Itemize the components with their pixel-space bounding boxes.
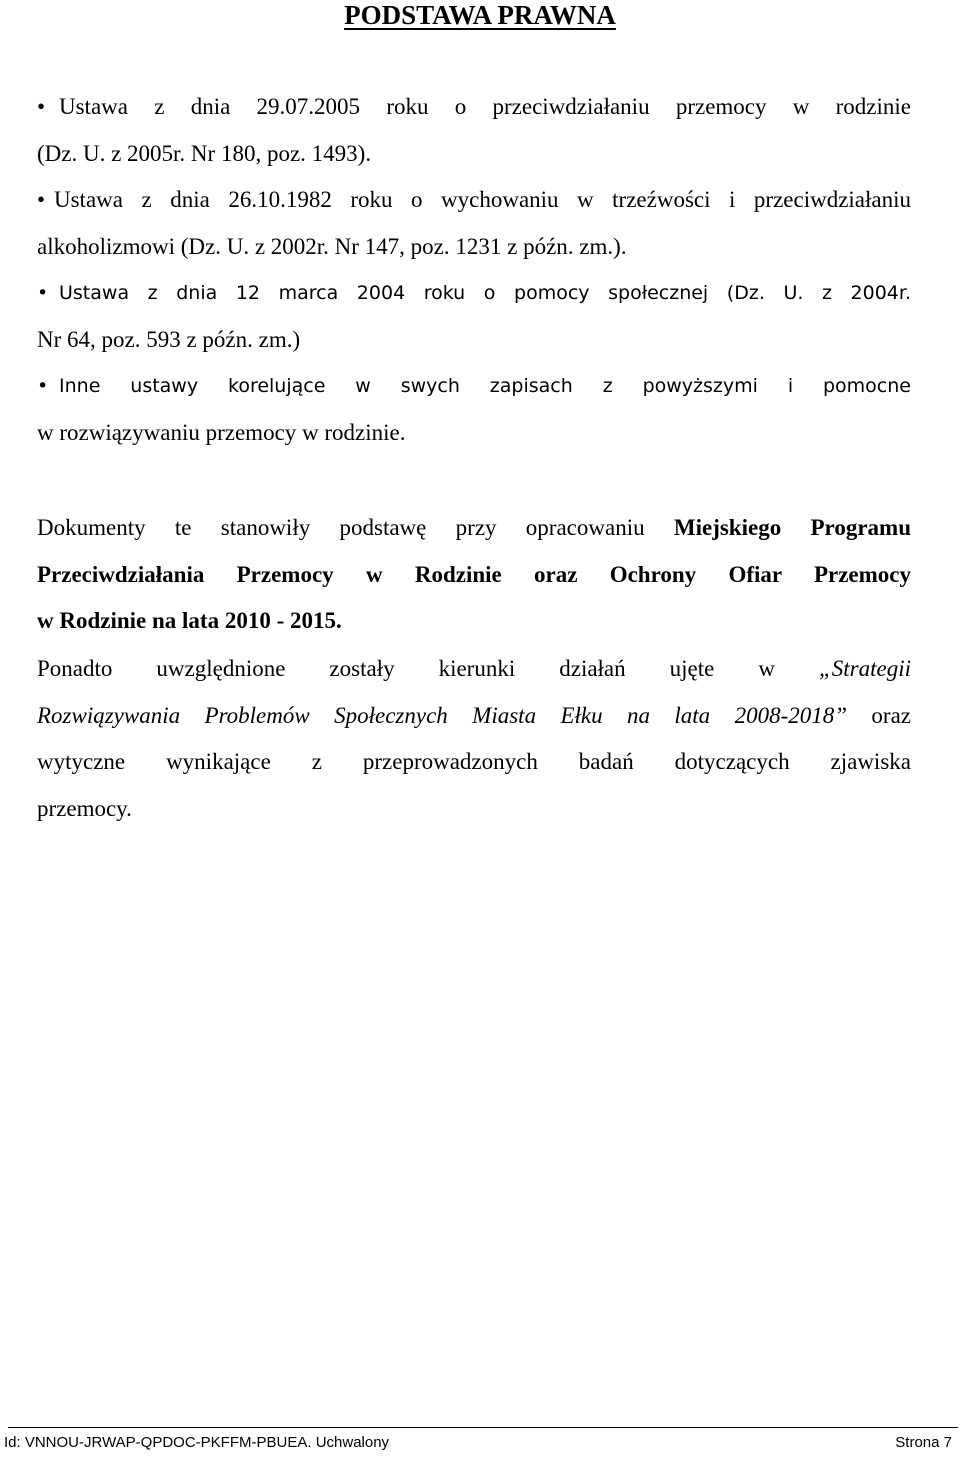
strategy-title-part-1: „Strategii <box>818 656 911 681</box>
legal-basis-item-3-line-1: Ustawa z dnia 12 marca 2004 roku o pomocy społecznej (Dz. U. z 2004r. <box>59 282 911 304</box>
legal-basis-item-2-line-1: Ustawa z dnia 26.10.1982 roku o wychowaniu w trzeźwości i przeciwdziałaniu <box>54 187 911 212</box>
footer-page-number: Strona 7 <box>895 1434 952 1451</box>
paragraph-1-text: Dokumenty te stanowiły podstawę przy opracowaniu <box>37 515 674 540</box>
bullet-icon: • <box>37 94 46 119</box>
footer-divider <box>8 1427 958 1428</box>
legal-basis-item-4 <box>37 363 911 456</box>
paragraph-2-line-3: wytyczne wynikające z przeprowadzonych badań dotyczących zjawiska <box>37 749 911 774</box>
legal-basis-item-1-line-1: Ustawa z dnia 29.07.2005 roku o przeciwdziałaniu przemocy w rodzinie <box>59 94 911 119</box>
legal-basis-item-4-line-1: Inne ustawy korelujące w swych zapisach z powyższymi i pomocne <box>59 375 911 397</box>
strategy-title-part-2: Rozwiązywania Problemów Społecznych Miasta Ełku na lata 2008-2018” <box>37 702 848 728</box>
legal-basis-item-2 <box>37 177 911 270</box>
legal-basis-item-4-line-2: w rozwiązywaniu przemocy w rodzinie. <box>37 419 406 445</box>
page-title: PODSTAWA PRAWNA <box>344 0 616 30</box>
program-name-part-3: w Rodzinie na lata 2010 - 2015. <box>37 608 342 633</box>
paragraph-2-text: Ponadto uwzględnione zostały kierunki działań ujęte w <box>37 656 819 681</box>
program-name-part-1: Miejskiego Programu <box>673 515 911 540</box>
program-name-part-2: Przeciwdziałania Przemocy w Rodzinie oraz Ochrony Ofiar Przemocy <box>37 561 911 587</box>
legal-basis-item-3-line-2: Nr 64, poz. 593 z późn. zm.) <box>37 326 301 352</box>
legal-basis-item-1 <box>37 84 911 177</box>
footer-document-id: Id: VNNOU-JRWAP-QPDOC-PKFFM-PBUEA. Uchwalony <box>4 1434 390 1451</box>
paragraph-strategy <box>37 646 911 832</box>
bullet-icon: • <box>37 282 49 304</box>
paragraph-2-line-4: przemocy. <box>37 795 132 821</box>
legal-basis-item-1-line-2: (Dz. U. z 2005r. Nr 180, poz. 1493). <box>37 140 372 166</box>
legal-basis-item-2-line-2: alkoholizmowi (Dz. U. z 2002r. Nr 147, poz. 1231 z późn. zm.). <box>37 233 627 259</box>
legal-basis-item-3 <box>37 270 911 363</box>
paragraph-program-basis <box>37 505 911 645</box>
bullet-icon: • <box>37 187 46 212</box>
paragraph-2-text-cont: oraz <box>847 702 912 728</box>
bullet-icon: • <box>37 375 49 397</box>
